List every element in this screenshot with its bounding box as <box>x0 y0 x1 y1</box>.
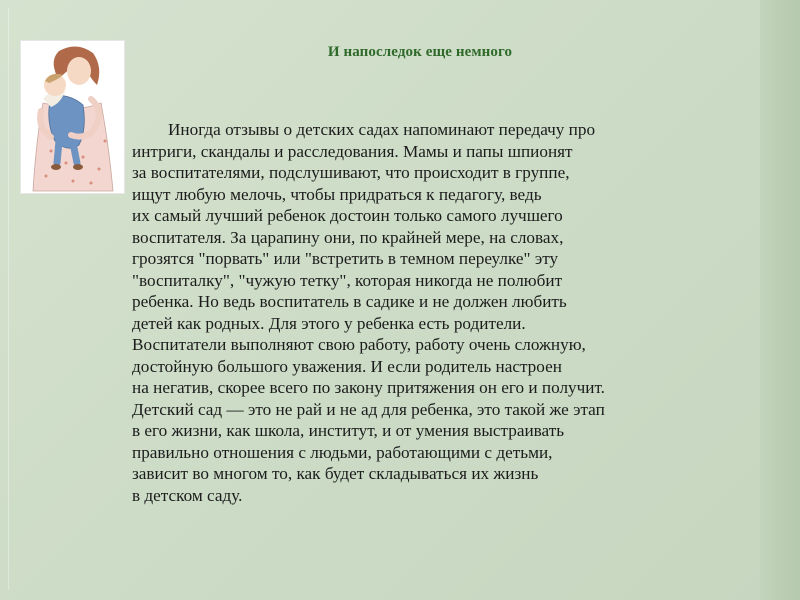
body-text-line: в детском саду. <box>132 485 243 505</box>
body-text-line: на негатив, скорее всего по закону притяжения он его и получит. <box>132 378 605 397</box>
slide-body-text <box>132 119 772 506</box>
body-text-line: Иногда отзывы о детских садах напоминают передачу про <box>168 120 596 139</box>
body-text-line: ребенка. Но ведь воспитатель в садике и не должен любить <box>132 292 567 311</box>
body-text-line: воспитателя. За царапину они, по крайней мере, на словах, <box>132 227 564 247</box>
body-text-line: Детский сад — это не рай и не ад для ребенка, это такой же этап <box>132 399 605 419</box>
body-text-line: в его жизни, как школа, институт, и от умения выстраивать <box>132 421 565 440</box>
slide-title: И напоследок еще немного <box>327 44 513 60</box>
body-text-line: грозятся "порвать" или "встретить в темном переулке" эту <box>132 249 559 268</box>
body-text-line: за воспитателями, подслушивают, что происходит в группе, <box>132 163 570 182</box>
body-text-line: достойную большого уважения. И если родитель настроен <box>132 356 562 376</box>
body-text-line: правильно отношения с людьми, работающими с детьми, <box>132 442 553 462</box>
mother-child-drawing <box>21 41 124 193</box>
body-text-line: зависит во многом то, как будет складываться их жизнь <box>132 464 539 483</box>
mother-child-illustration <box>20 40 125 194</box>
body-text-line: "воспиталку", "чужую тетку", которая никогда не полюбит <box>132 270 563 290</box>
body-text-line: Воспитатели выполняют свою работу, работу очень сложную, <box>132 335 586 354</box>
body-text-line: детей как родных. Для этого у ребенка есть родители. <box>132 313 526 333</box>
body-text-line: интриги, скандалы и расследования. Мамы и папы шпионят <box>132 141 573 161</box>
body-text-line: их самый лучший ребенок достоин только самого лучшего <box>132 206 563 225</box>
body-text-line: ищут любую мелочь, чтобы придраться к педагогу, ведь <box>132 184 542 204</box>
